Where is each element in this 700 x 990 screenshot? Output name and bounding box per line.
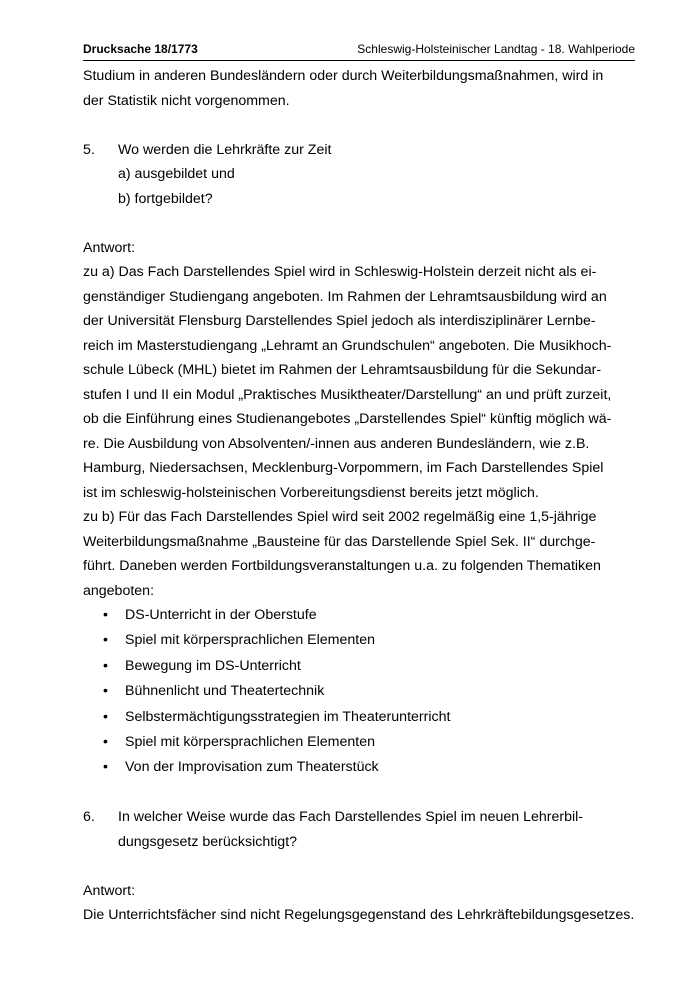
list-item (83, 705, 635, 730)
list-item-text: Spiel mit körpersprachlichen Elementen (125, 733, 375, 750)
answer-line: ob die Einführung eines Studienangebotes „Darstellendes Spiel“ künftig möglich wä- (83, 411, 612, 427)
question-line: dungsgesetz berücksichtigt? (118, 833, 298, 850)
list-item-text: Spiel mit körpersprachlichen Elementen (125, 632, 375, 649)
intro-paragraph (83, 64, 635, 113)
question-line: a) ausgebildet und (118, 166, 235, 182)
question-line: In welcher Weise wurde das Fach Darstellendes Spiel im neuen Lehrerbil- (118, 809, 584, 826)
list-item (83, 628, 635, 653)
answer-line: reich im Masterstudiengang „Lehramt an Grundschulen“ angeboten. Die Musikhoch- (83, 337, 612, 354)
answer-line: Weiterbildungsmaßnahme „Bausteine für das Darstellende Spiel Sek. II“ durchge- (83, 533, 596, 550)
answer-line: führt. Daneben werden Fortbildungsveranstaltungen u.a. zu folgenden Thematiken (83, 558, 601, 574)
answer-line: zu a) Das Fach Darstellendes Spiel wird in Schleswig-Holstein derzeit nicht als ei- (83, 264, 597, 280)
question-line: b) fortgebildet? (118, 190, 213, 207)
answer-line: zu b) Für das Fach Darstellendes Spiel wird seit 2002 regelmäßig eine 1,5-jährige (83, 509, 597, 525)
answer-line: stufen I und II ein Modul „Praktisches Musiktheater/Darstellung“ an und prüft zurzeit, (83, 386, 612, 403)
answer-6 (83, 879, 635, 928)
text-line: der Statistik nicht vorgenommen. (83, 92, 290, 109)
answer-line: schule Lübeck (MHL) bietet im Rahmen der Lehramtsausbildung für die Sekundar- (83, 362, 602, 378)
list-item-text: DS-Unterricht in der Oberstufe (125, 607, 317, 623)
answer-line: genständiger Studiengang angeboten. Im Rahmen der Lehramtsausbildung wird an (83, 288, 607, 305)
answer-5 (83, 236, 635, 781)
bullet-icon: • (103, 632, 108, 649)
answer-label: Antwort: (83, 239, 136, 256)
list-item (83, 654, 635, 679)
question-number: 5. (83, 141, 95, 158)
answer-line: angeboten: (83, 582, 155, 599)
question-5 (83, 138, 635, 212)
bullet-icon: • (103, 733, 108, 750)
answer-line: ist im schleswig-holsteinischen Vorbereitungsdienst bereits jetzt möglich. (83, 484, 539, 501)
list-item-text: Von der Improvisation zum Theaterstück (125, 759, 379, 776)
list-item-text: Bühnenlicht und Theatertechnik (125, 683, 325, 700)
question-number: 6. (83, 809, 95, 826)
bullet-icon: • (103, 657, 108, 674)
question-6 (83, 805, 635, 854)
bullet-icon: • (103, 607, 108, 623)
parliament-title: Schleswig-Holsteinischer Landtag - 18. Wahlperiode (357, 42, 635, 56)
bullet-icon: • (103, 759, 108, 776)
document-number: Drucksache 18/1773 (83, 42, 198, 56)
answer-line: re. Die Ausbildung von Absolventen/-innen aus anderen Bundesländern, wie z.B. (83, 435, 590, 452)
bullet-icon: • (103, 708, 108, 725)
page-header (83, 41, 635, 61)
topic-list (83, 603, 635, 781)
answer-line: Hamburg, Niedersachsen, Mecklenburg-Vorpommern, im Fach Darstellendes Spiel (83, 460, 604, 476)
text-line: Studium in anderen Bundesländern oder durch Weiterbildungsmaßnahmen, wird in (83, 68, 604, 84)
list-item-text: Selbstermächtigungsstrategien im Theaterunterricht (125, 708, 451, 725)
answer-line: Die Unterrichtsfächer sind nicht Regelungsgegenstand des Lehrkräftebildungsgesetzes. (83, 907, 635, 924)
list-item (83, 603, 635, 628)
document-body (83, 64, 635, 928)
list-item (83, 755, 635, 780)
question-line: Wo werden die Lehrkräfte zur Zeit (118, 141, 332, 158)
list-item-text: Bewegung im DS-Unterricht (125, 657, 301, 674)
list-item (83, 730, 635, 755)
bullet-icon: • (103, 683, 108, 700)
list-item (83, 679, 635, 704)
answer-label: Antwort: (83, 882, 136, 899)
answer-line: der Universität Flensburg Darstellendes Spiel jedoch als interdisziplinärer Lernbe- (83, 313, 596, 329)
